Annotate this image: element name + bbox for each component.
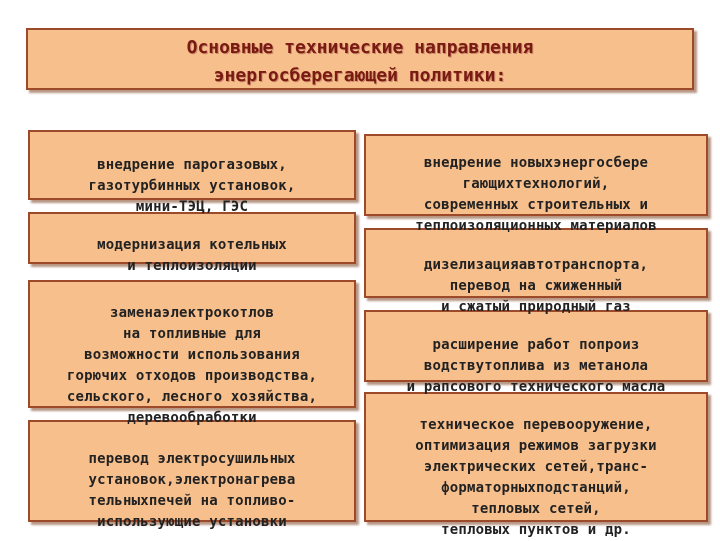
title-text: [0, 34, 720, 90]
title-line-1: Основные технические направления: [186, 37, 534, 58]
left-text-2: модернизация котельных и теплоизоляции: [97, 237, 287, 274]
title-line-2: энергосберегающей политики:: [213, 65, 507, 86]
left-text-1: внедрение парогазовых, газотурбинных установок, мини-ТЭЦ, ГЭС: [88, 157, 296, 215]
right-text-3: расширение работ попроиз водствутоплива из метанола и рапсового технического масла: [406, 337, 666, 395]
left-text-4: перевод электросушильных установок,электронагрева тельныхпечей на топливо- использующие установки: [88, 451, 296, 530]
right-text-4: техническое перевооружение, оптимизация режимов загрузки электрических сетей,транс- форматорныхподстанций, тепловых сетей, тепловых пунктов и др.: [415, 417, 657, 538]
right-text-1: внедрение новыхэнергосбере гающихтехнологий, современных строительных и теплоизоляционных материалов: [415, 155, 657, 234]
left-text-3: заменаэлектрокотлов на топливные для возможности использования горючих отходов производства, сельского, лесного хозяйства, деревообработки: [66, 305, 318, 426]
right-text-2: дизелизацияавтотранспорта, перевод на сжиженный и сжатый природный газ: [423, 257, 649, 315]
